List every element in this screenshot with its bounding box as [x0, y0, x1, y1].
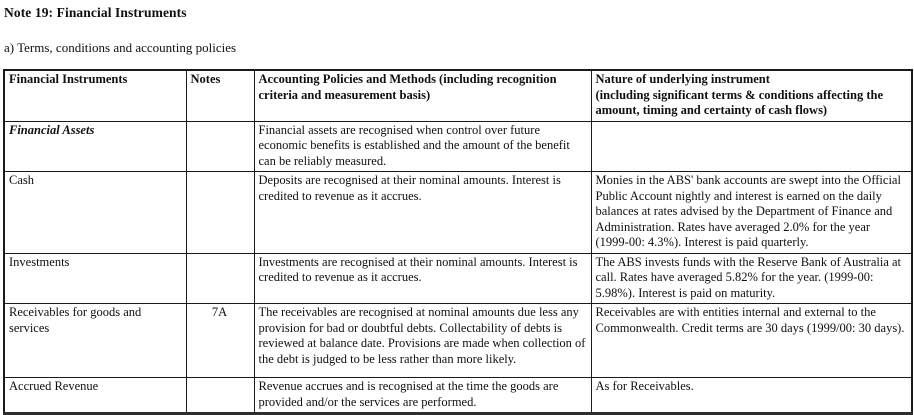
- header-financial-instruments: Financial Instruments: [4, 70, 186, 121]
- cell-instrument: Cash: [4, 172, 186, 254]
- cell-policy: Deposits are recognised at their nominal amounts. Interest is credited to revenue as it accrues.: [254, 172, 591, 254]
- table-row-investments: [4, 253, 912, 304]
- cell-notes: [186, 253, 254, 304]
- table-row-receivables: [4, 304, 912, 378]
- header-notes: Notes: [186, 70, 254, 121]
- cell-instrument: Accrued Revenue: [4, 378, 186, 414]
- header-nature-line3: amount, timing and certainty of cash flows): [595, 103, 828, 117]
- table-header-row: [4, 70, 912, 121]
- note-title: Note 19: Financial Instruments: [4, 5, 187, 20]
- header-accounting-policies: [254, 70, 591, 121]
- table-row-accrued-revenue: [4, 378, 912, 414]
- table-row-cash: [4, 172, 912, 254]
- table-row-financial-assets: [4, 121, 912, 172]
- header-nature-line1: Nature of underlying instrument: [595, 72, 770, 86]
- cell-policy: Revenue accrues and is recognised at the time the goods are provided and/or the services are performed.: [254, 378, 591, 414]
- cell-policy: Investments are recognised at their nominal amounts. Interest is credited to revenue as it accrues.: [254, 253, 591, 304]
- section-subtitle: a) Terms, conditions and accounting policies: [4, 40, 237, 55]
- cell-policy: The receivables are recognised at nominal amounts due less any provision for bad or doubtful debts. Collectability of debts is reviewed at balance date. Provisions are made when collection of the debt is judged to be less rather than more likely.: [254, 304, 591, 378]
- cell-instrument: Receivables for goods and services: [4, 304, 186, 378]
- cell-notes: 7A: [186, 304, 254, 378]
- header-accounting-policies-line1: Accounting Policies and Methods (including recognition: [258, 72, 557, 86]
- cell-nature: As for Receivables.: [591, 378, 912, 414]
- header-nature-line2: (including significant terms & conditions affecting the: [595, 87, 883, 102]
- cell-notes: [186, 121, 254, 172]
- cell-nature: Monies in the ABS' bank accounts are swept into the Official Public Account nightly and interest is earned on the daily balances at rates advised by the Department of Finance and Administration. Rates have averaged 2.0% for the year (1999-00: 4.3%). Interest is paid quarterly.: [591, 172, 912, 254]
- cell-notes: [186, 172, 254, 254]
- cell-nature: Receivables are with entities internal and external to the Commonwealth. Credit terms are 30 days (1999/00: 30 days).: [591, 304, 912, 378]
- cell-instrument: Investments: [4, 253, 186, 304]
- cell-nature: The ABS invests funds with the Reserve Bank of Australia at call. Rates have averaged 5.82% for the year. (1999-00: 5.98%). Interest is paid on maturity.: [591, 253, 912, 304]
- cell-policy: Financial assets are recognised when control over future economic benefits is established and the amount of the benefit can be reliably measured.: [254, 121, 591, 172]
- header-nature-of-instrument: [591, 70, 912, 121]
- header-accounting-policies-line2: criteria and measurement basis): [258, 87, 431, 102]
- cell-notes: [186, 378, 254, 414]
- cell-instrument: Financial Assets: [4, 121, 186, 172]
- financial-instruments-table: [3, 69, 913, 415]
- cell-nature: [591, 121, 912, 172]
